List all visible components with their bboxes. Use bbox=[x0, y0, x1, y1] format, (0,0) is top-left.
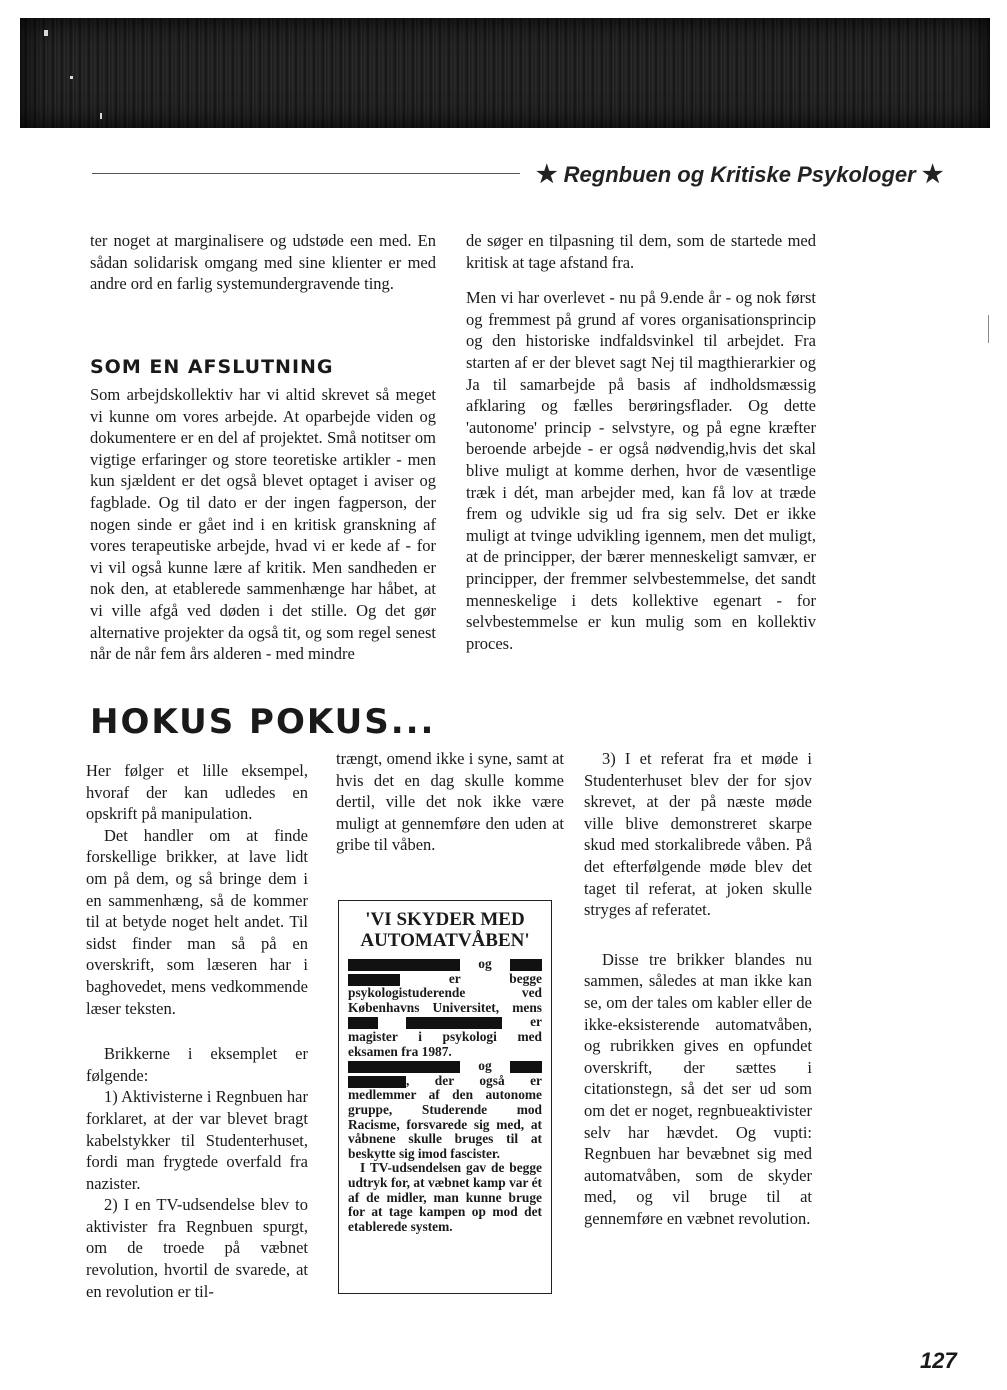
scan-mark bbox=[988, 315, 989, 343]
article-column-top-left-2 bbox=[90, 384, 436, 665]
redaction-bar bbox=[510, 959, 542, 971]
paragraph: Brikkerne i eksemplet er følgende: bbox=[86, 1044, 308, 1085]
header-photo-banner bbox=[20, 18, 990, 128]
paragraph: Det handler om at finde forskellige brikker, at lave lidt om på dem, og så bringe dem i en sammenhæng, så de kommer til at betyde noget helt andet. Til sidst finder man så på en overskrift, som læseren har i baghovedet, mens vedkommende læser teksten. bbox=[86, 825, 308, 1018]
paragraph: Disse tre brikker blandes nu sammen, således at man ikke kan se, om der tales om kabler eller de ikke-eksisterende automatvåben, og rubrikken gives en opfundet overskrift, der sættes i citationstegn, så det ser ud som om det er noget, regnbueaktivister selv har hævdet. Og vupti: Regnbuen har bevæbnet sig med automatvåben, som de skyder med, og vil bruge til at gennemføre en væbnet revolution. bbox=[584, 949, 812, 1228]
newspaper-clipping bbox=[338, 900, 552, 1294]
article-column-top-right bbox=[466, 230, 816, 654]
redaction-bar bbox=[348, 1017, 378, 1029]
page-number: 127 bbox=[920, 1348, 957, 1373]
paragraph: Som arbejdskollektiv har vi altid skrevet så meget vi kunne om vores arbejde. At oparbejde viden og dokumentere er en del af projektet. Små notitser om vigtige erfaringer og store teoretiske artikler - men kun sjældent er det også blevet optaget i aviser og fagblade. Og til dato er der ingen fagperson, der nogen sinde er gået ind i en kritisk granskning af vores terapeutiske arbejde, hvad vi er kede af - for vi vil også kunne lære af kritik. Men sandheden er nok den, at etablerede sammenhænge har håbet, at vi ville afgå ved døden i det stille. Og det gør alternative projekter da også tit, og som regel senest når de når fem års alderen - med mindre bbox=[90, 385, 436, 664]
clipping-text: og , der også er medlemmer af den autonome gruppe, Studerende mod Racisme, forsvarede sig med, at våbnene skulle bruges til at beskytte sig imod fascister. bbox=[348, 1058, 542, 1161]
star-icon: ★ bbox=[921, 161, 944, 188]
redaction-bar bbox=[348, 959, 460, 971]
redaction-bar bbox=[348, 1076, 406, 1088]
redaction-bar bbox=[348, 974, 400, 986]
star-icon: ★ bbox=[536, 161, 558, 188]
paragraph: 3) I et referat fra et møde i Studenterhuset blev der for sjov skrevet, at der på næste møde ville blive demonstreret skarpe skud med storkalibrede våben. På det efterfølgende møde blev det taget til referat, at joken skulle stryges af referatet. bbox=[584, 749, 812, 920]
clipping-headline: 'VI SKYDER MED AUTOMATVÅBEN' bbox=[360, 909, 530, 951]
article-column-top-left bbox=[90, 230, 436, 295]
header-rule bbox=[92, 173, 520, 174]
section-heading-hokus-pokus: HOKUS POKUS... bbox=[90, 702, 436, 742]
article-column-bottom-middle bbox=[336, 748, 564, 856]
paragraph: Her følger et lille eksempel, hvoraf der kan udledes en opskrift på manipulation. bbox=[86, 761, 308, 824]
paragraph: ter noget at marginalisere og udstøde een med. En sådan solidarisk omgang med sine klienter er med andre ord en farlig systemundergravende ting. bbox=[90, 231, 436, 294]
paragraph: 1) Aktivisterne i Regnbuen har forklaret, at der var blevet bragt kabelstykker til Studenterhuset, fordi man frygtede overfald fra nazister. bbox=[86, 1087, 308, 1193]
paragraph: Men vi har overlevet - nu på 9.ende år - og nok først og fremmest på grund af vores organisationsprincip og den historiske indfaldsvinkel til arbejdet. Fra starten af er der blevet sagt Nej til magthierarkier og Ja til samarbejde på basis af indholdsmæssig afklaring og fælles berøringsflader. Og dette 'autonome' princip - selvstyre, og på egne kræfter beroende arbejde - er også nødvendig,hvis det skal blive muligt at komme derhen, hvor de væsentlige træk i dét, man arbejder med, kan få lov at træde frem og udvikle sig ud fra sig selv. Det er ikke muligt at tvinge udvikling igennem, men det muligt, at de principper, der bærer menneskeligt samvær, er principper, der fremmer selvbestemmelse, det sandt menneskelige i dets kollektive egenart - for selvbestemmelse er kun mulig som en kollektiv proces. bbox=[466, 288, 816, 653]
running-header-text: Regnbuen og Kritiske Psykologer bbox=[563, 162, 916, 187]
clipping-text: I TV-udsendelsen gav de begge udtryk for, at væbnet kamp var ét af de midler, man kunne bruge for at tage kampen op mod det etablerede system. bbox=[348, 1160, 542, 1234]
clipping-text: og er begge psykologistuderende ved Københavns Universitet, mens er magister i psykologi med eksamen fra 1987. bbox=[348, 956, 542, 1059]
paragraph: trængt, omend ikke i syne, samt at hvis det en dag skulle komme dertil, ville det nok ikke være muligt at gennemføre den uden at gribe til våben. bbox=[336, 749, 564, 855]
redaction-bar bbox=[348, 1061, 460, 1073]
section-heading-afslutning: SOM EN AFSLUTNING bbox=[90, 356, 334, 378]
article-column-bottom-right bbox=[584, 748, 812, 1229]
article-column-bottom-left bbox=[86, 760, 308, 1302]
redaction-bar bbox=[406, 1017, 502, 1029]
running-header bbox=[536, 160, 943, 189]
paragraph: de søger en tilpasning til dem, som de startede med kritisk at tage afstand fra. bbox=[466, 231, 816, 272]
paragraph: 2) I en TV-udsendelse blev to aktivister fra Regnbuen spurgt, om de troede på væbnet revolution, hvortil de svarede, at en revolution er til- bbox=[86, 1195, 308, 1301]
redaction-bar bbox=[510, 1061, 542, 1073]
